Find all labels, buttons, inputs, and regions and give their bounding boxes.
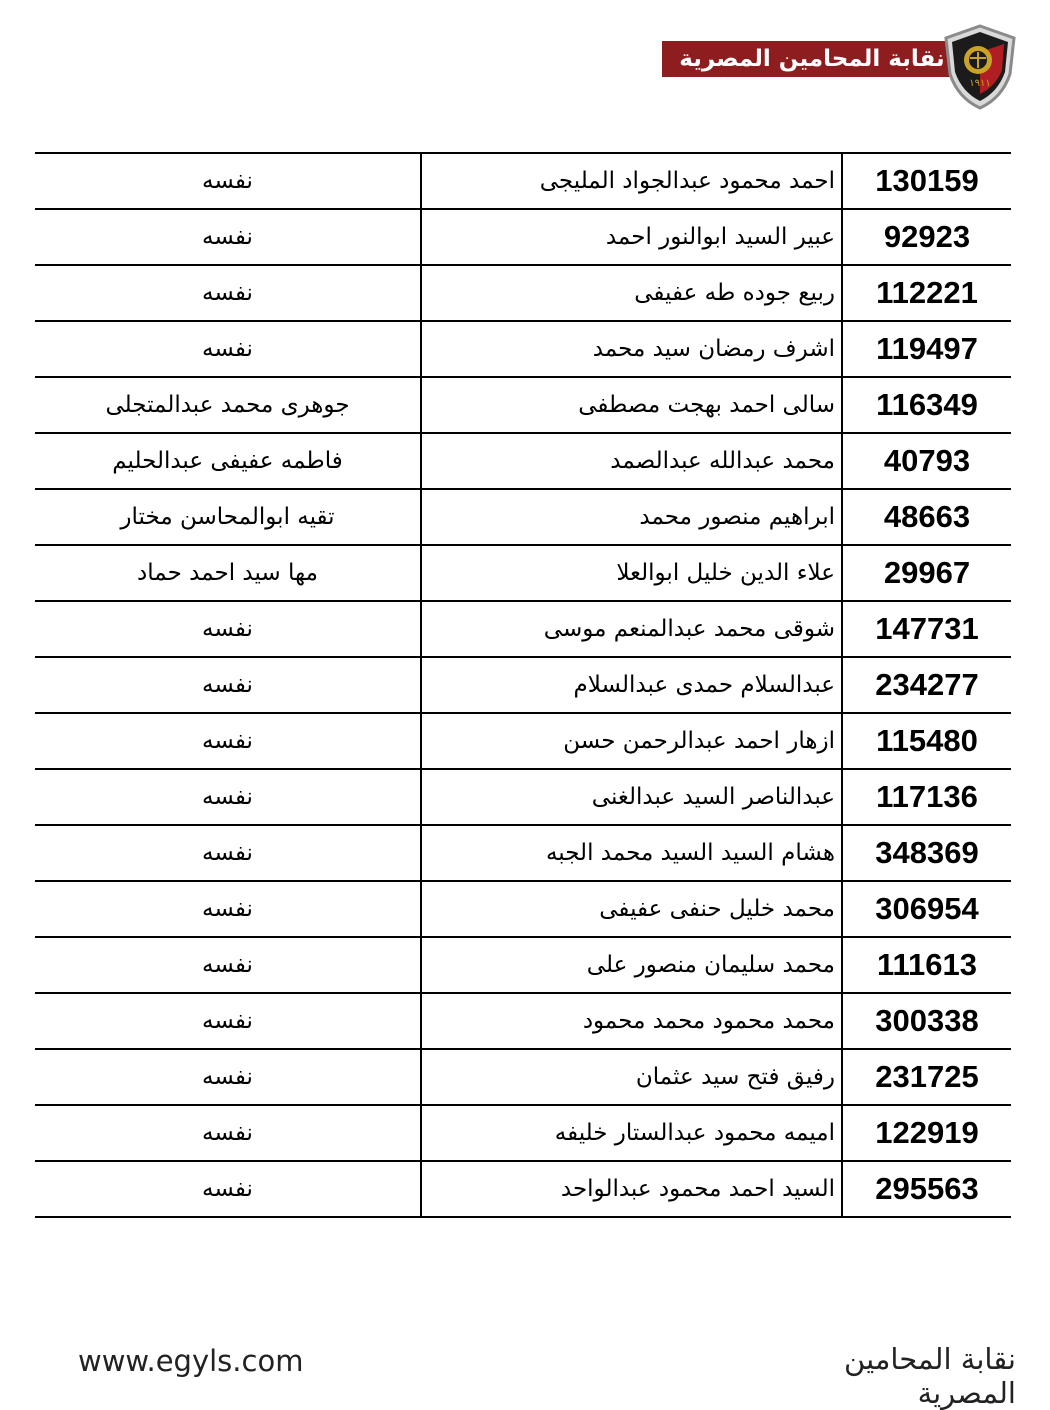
table-row [35,769,1011,825]
member-id-cell: 122919 [842,1105,1011,1161]
member-id-cell: 295563 [842,1161,1011,1217]
agent-cell: جوهرى محمد عبدالمتجلى [35,377,421,433]
agent-cell: نفسه [35,1049,421,1105]
table-row [35,153,1011,209]
footer-org-name: نقابة المحامين المصرية [844,1342,1016,1410]
member-name-cell: هشام السيد السيد محمد الجبه [421,825,842,881]
table-row [35,489,1011,545]
member-id-cell: 306954 [842,881,1011,937]
member-id-cell: 231725 [842,1049,1011,1105]
member-name-cell: علاء الدين خليل ابوالعلا [421,545,842,601]
member-name-cell: شوقى محمد عبدالمنعم موسى [421,601,842,657]
table-row [35,1105,1011,1161]
members-table [35,152,1011,1218]
header-title: نقابة المحامين المصرية [679,46,945,72]
member-name-cell: عبدالسلام حمدى عبدالسلام [421,657,842,713]
member-name-cell: عبير السيد ابوالنور احمد [421,209,842,265]
member-name-cell: ازهار احمد عبدالرحمن حسن [421,713,842,769]
agent-cell: نفسه [35,713,421,769]
member-name-cell: محمد عبدالله عبدالصمد [421,433,842,489]
syndicate-logo [940,22,1020,112]
member-id-cell: 130159 [842,153,1011,209]
member-id-cell: 115480 [842,713,1011,769]
logo-year-text: ١٩١١ [969,78,991,89]
agent-cell: نفسه [35,993,421,1049]
table-row [35,209,1011,265]
agent-cell: مها سيد احمد حماد [35,545,421,601]
member-name-cell: عبدالناصر السيد عبدالغنى [421,769,842,825]
member-id-cell: 112221 [842,265,1011,321]
table-row [35,265,1011,321]
agent-cell: نفسه [35,937,421,993]
table-row [35,713,1011,769]
member-id-cell: 29967 [842,545,1011,601]
table-row [35,377,1011,433]
table-row [35,881,1011,937]
agent-cell: نفسه [35,769,421,825]
table-row [35,545,1011,601]
member-id-cell: 40793 [842,433,1011,489]
member-id-cell: 92923 [842,209,1011,265]
member-id-cell: 119497 [842,321,1011,377]
members-table-wrapper [35,152,1011,1218]
member-name-cell: اميمه محمود عبدالستار خليفه [421,1105,842,1161]
agent-cell: نفسه [35,825,421,881]
table-row [35,433,1011,489]
table-row [35,601,1011,657]
member-name-cell: محمد محمود محمد محمود [421,993,842,1049]
agent-cell: تقيه ابوالمحاسن مختار [35,489,421,545]
table-row [35,657,1011,713]
agent-cell: فاطمه عفيفى عبدالحليم [35,433,421,489]
table-row [35,1161,1011,1217]
member-name-cell: اشرف رمضان سيد محمد [421,321,842,377]
member-id-cell: 300338 [842,993,1011,1049]
table-row [35,1049,1011,1105]
footer-website: www.egyls.com [78,1344,304,1378]
member-id-cell: 348369 [842,825,1011,881]
member-name-cell: ربيع جوده طه عفيفى [421,265,842,321]
table-row [35,825,1011,881]
table-row [35,937,1011,993]
syndicate-shield-icon [940,22,1020,112]
member-name-cell: سالى احمد بهجت مصطفى [421,377,842,433]
member-name-cell: رفيق فتح سيد عثمان [421,1049,842,1105]
agent-cell: نفسه [35,657,421,713]
member-id-cell: 111613 [842,937,1011,993]
agent-cell: نفسه [35,601,421,657]
member-id-cell: 48663 [842,489,1011,545]
agent-cell: نفسه [35,881,421,937]
member-name-cell: احمد محمود عبدالجواد المليجى [421,153,842,209]
member-name-cell: محمد خليل حنفى عفيفى [421,881,842,937]
agent-cell: نفسه [35,209,421,265]
agent-cell: نفسه [35,265,421,321]
agent-cell: نفسه [35,321,421,377]
member-name-cell: ابراهيم منصور محمد [421,489,842,545]
agent-cell: نفسه [35,1161,421,1217]
table-row [35,321,1011,377]
member-name-cell: السيد احمد محمود عبدالواحد [421,1161,842,1217]
member-id-cell: 117136 [842,769,1011,825]
member-id-cell: 234277 [842,657,1011,713]
agent-cell: نفسه [35,1105,421,1161]
member-id-cell: 147731 [842,601,1011,657]
header-title-banner [662,41,962,77]
members-table-body [35,153,1011,1217]
member-id-cell: 116349 [842,377,1011,433]
agent-cell: نفسه [35,153,421,209]
member-name-cell: محمد سليمان منصور على [421,937,842,993]
table-row [35,993,1011,1049]
